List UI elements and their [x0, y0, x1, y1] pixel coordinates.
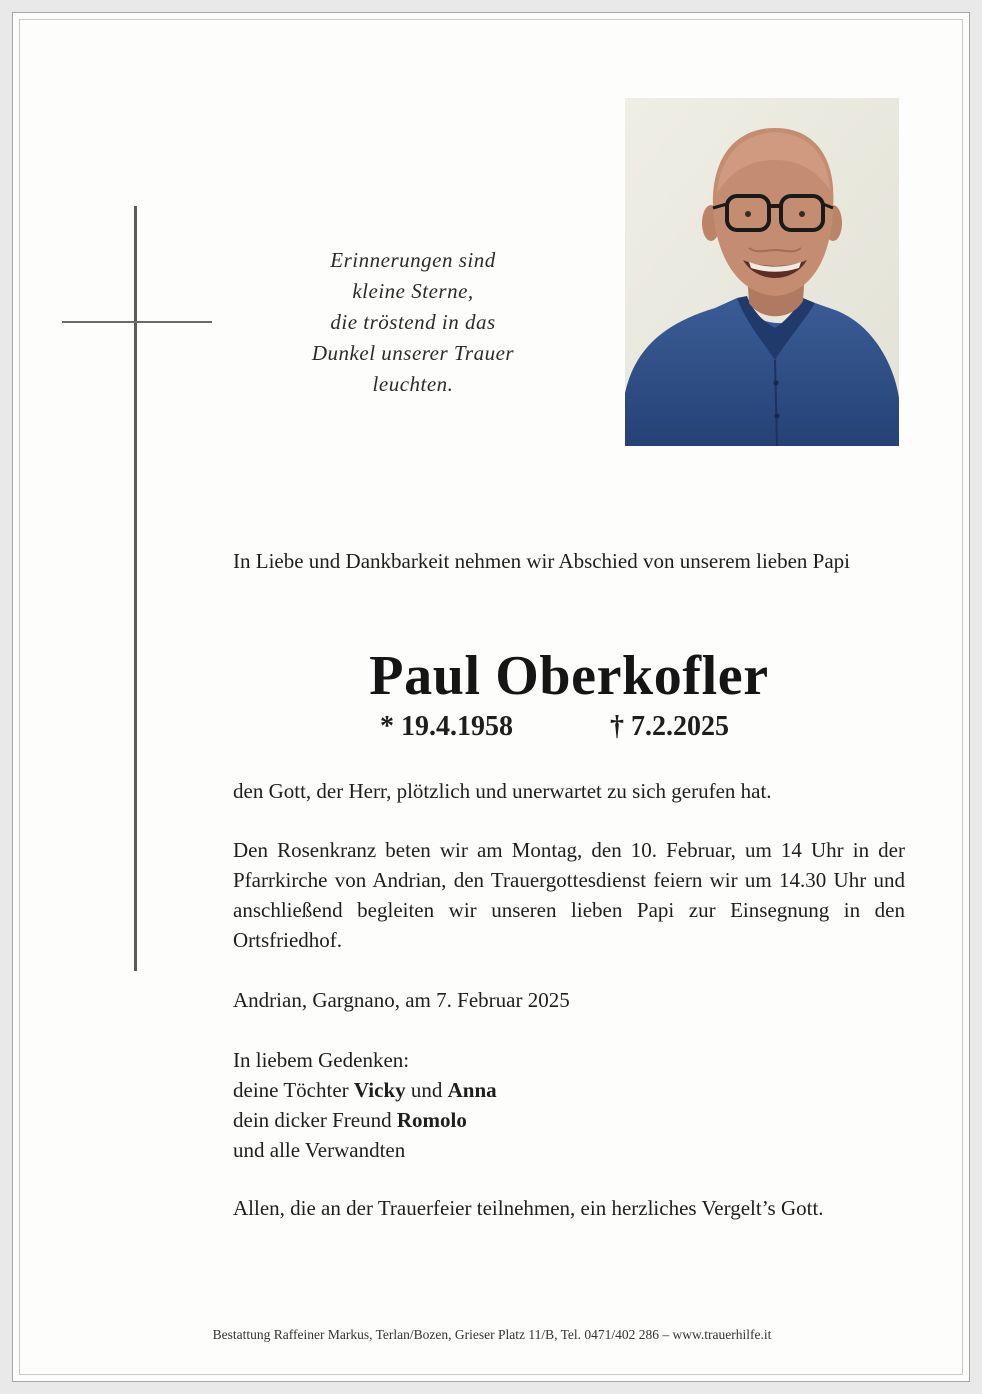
death-date: † 7.2.2025	[610, 711, 729, 742]
mourner-name: Romolo	[396, 1108, 467, 1132]
quote-line: leuchten.	[372, 372, 454, 396]
mourners-heading: In liebem Gedenken:	[233, 1048, 410, 1072]
birth-date: * 19.4.1958	[380, 711, 513, 742]
mourner-line	[233, 1105, 905, 1135]
mourner-prefix: deine Töchter	[233, 1078, 354, 1102]
mourner-prefix: dein dicker Freund	[233, 1108, 397, 1132]
cross-horizontal-bar	[62, 321, 212, 323]
mourners-list	[233, 1045, 905, 1165]
service-details: Den Rosenkranz beten wir am Montag, den 10. Februar, um 14 Uhr in der Pfarrkirche von Andrian, den Trauergottesdienst feiern wir um 14.30 Uhr und anschließend begleiten wir unseren lieben Papi zur Einsegnung in den Ortsfriedhof.	[233, 838, 905, 952]
intro-text: In Liebe und Dankbarkeit nehmen wir Abschied von unserem lieben Papi	[233, 549, 850, 573]
quote-line: die tröstend in das	[330, 310, 496, 334]
funeral-home-footer: Bestattung Raffeiner Markus, Terlan/Bozen, Grieser Platz 11/B, Tel. 0471/402 286 – www.trauerhilfe.it	[212, 1327, 772, 1342]
mourner-line	[233, 1075, 905, 1105]
quote-line: Dunkel unserer Trauer	[311, 341, 515, 365]
quote-line: kleine Sterne,	[352, 279, 474, 303]
called-home-text: den Gott, der Herr, plötzlich und unerwartet zu sich gerufen hat.	[233, 779, 772, 803]
deceased-name: Paul Oberkofler	[369, 645, 769, 707]
portrait-photo	[625, 98, 899, 446]
quote-line: Erinnerungen sind	[330, 248, 496, 272]
mourner-connector: und	[405, 1078, 448, 1102]
obituary-page	[12, 12, 970, 1382]
mourner-name: Anna	[447, 1078, 497, 1102]
memorial-quote	[263, 245, 563, 400]
thanks-text: Allen, die an der Trauerfeier teilnehmen, ein herzliches Vergelt’s Gott.	[233, 1196, 824, 1220]
mourner-line: und alle Verwandten	[233, 1138, 406, 1162]
mourner-name: Vicky	[353, 1078, 406, 1102]
place-and-date: Andrian, Gargnano, am 7. Februar 2025	[233, 988, 570, 1012]
